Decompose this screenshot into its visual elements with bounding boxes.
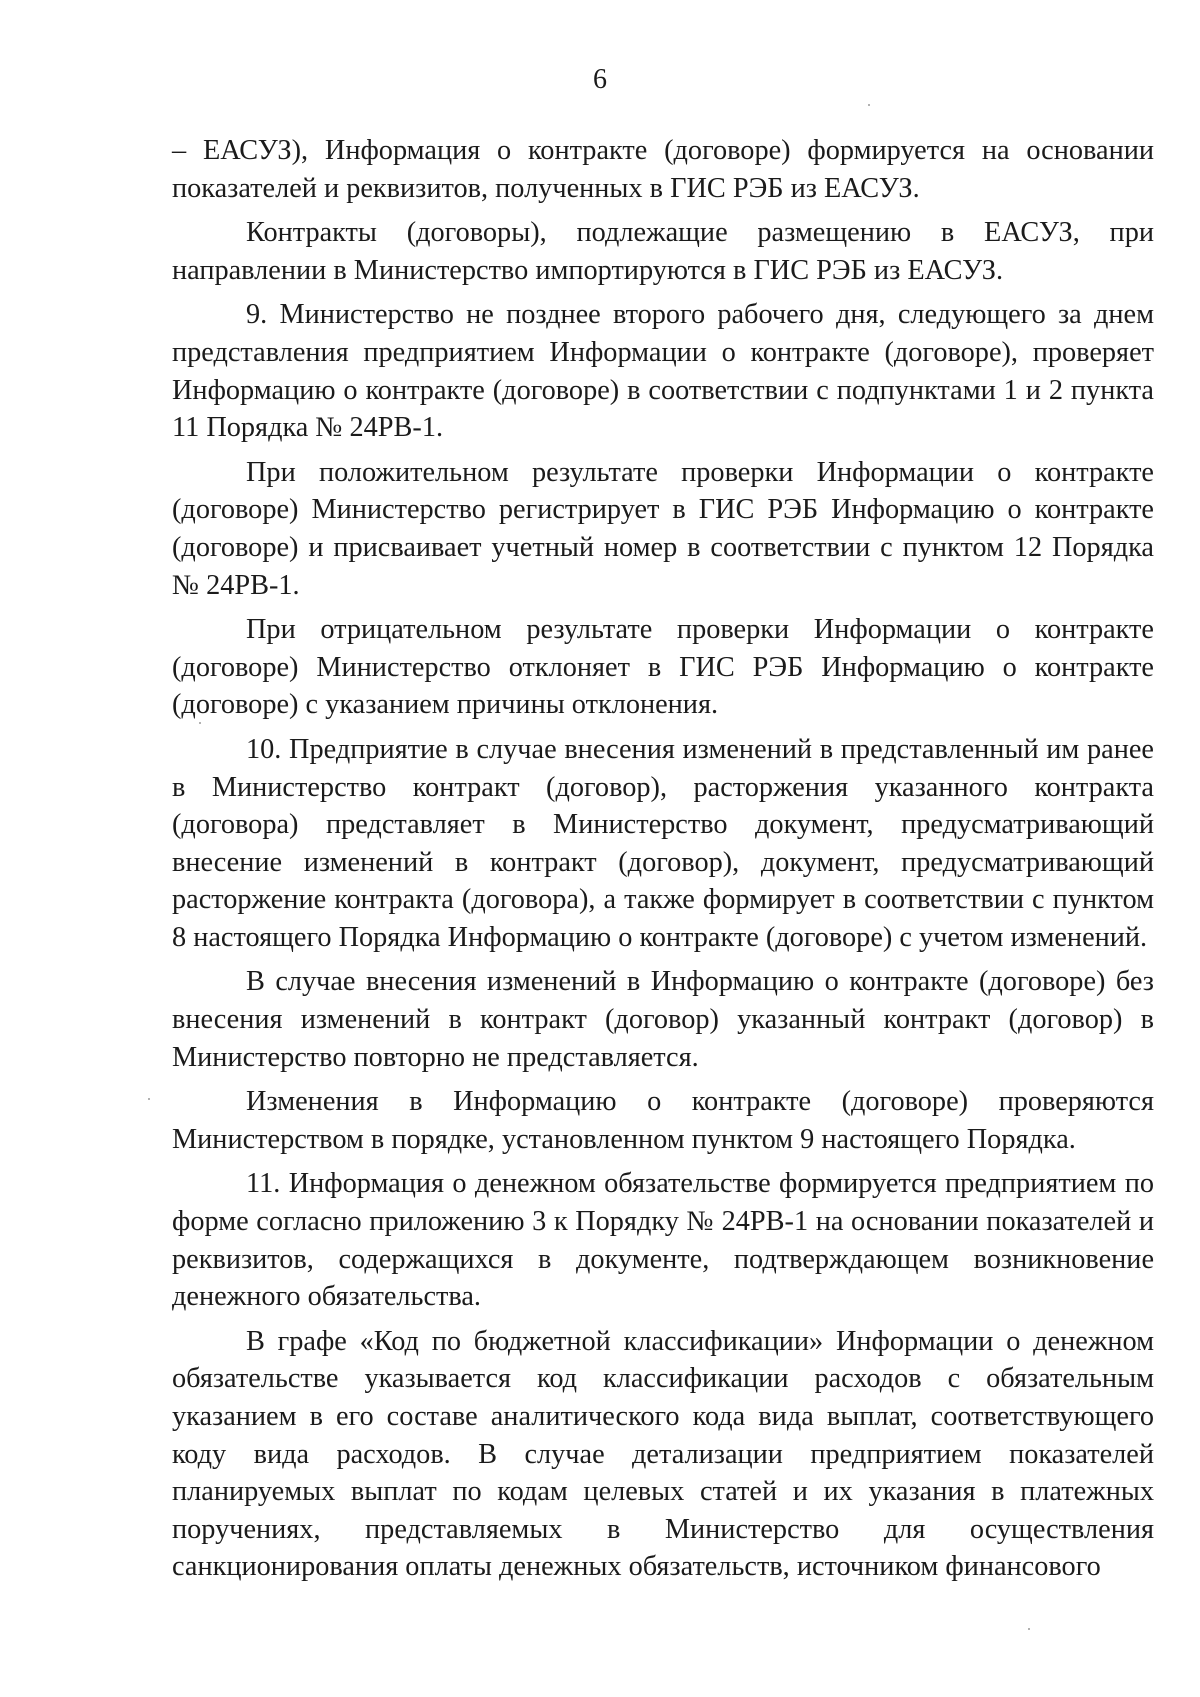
paragraph: – ЕАСУЗ), Информация о контракте (договоре) формируется на основании показателей и реквизитов, полученных в ГИС РЭБ из ЕАСУЗ. bbox=[172, 135, 1154, 204]
paragraph: В случае внесения изменений в Информацию о контракте (договоре) без внесения изменений в контракт (договор) указанный контракт (договор) в Министерство повторно не представляется. bbox=[172, 966, 1154, 1073]
paragraph: При положительном результате проверки Информации о контракте (договоре) Министерство регистрирует в ГИС РЭБ Информацию о контракте (договоре) и присваивает учетный номер в соответствии с пунктом 12 Порядка № 24РВ-1. bbox=[172, 456, 1154, 601]
paragraph: Контракты (договоры), подлежащие размещению в ЕАСУЗ, при направлении в Министерство импортируются в ГИС РЭБ из ЕАСУЗ. bbox=[172, 217, 1154, 286]
paragraph: Изменения в Информацию о контракте (договоре) проверяются Министерством в порядке, установленном пунктом 9 настоящего Порядка. bbox=[172, 1086, 1154, 1155]
paragraph: При отрицательном результате проверки Информации о контракте (договоре) Министерство отклоняет в ГИС РЭБ Информацию о контракте (договоре) с указанием причины отклонения. bbox=[172, 614, 1154, 721]
scan-speck bbox=[148, 1098, 150, 1100]
paragraph: 10. Предприятие в случае внесения изменений в представленный им ранее в Министерство контракт (договор), расторжения указанного контракта (договора) представляет в Министерство документ, предусматривающий внесение изменений в контракт (договор), документ, предусматривающий расторжение контракта (договора), а также формирует в соответствии с пунктом 8 настоящего Порядка Информацию о контракте (договоре) с учетом изменений. bbox=[172, 733, 1154, 953]
paragraph: В графе «Код по бюджетной классификации» Информации о денежном обязательстве указывается код классификации расходов с обязательным указанием в его составе аналитического кода вида выплат, соответствующего коду вида расходов. В случае детализации предприятием показателей планируемых выплат по кодам целевых статей и их указания в платежных поручениях, представляемых в Министерство для осуществления санкционирования оплаты денежных обязательств, источником финансового bbox=[172, 1325, 1154, 1583]
scan-speck bbox=[868, 104, 870, 106]
document-body bbox=[172, 132, 1154, 1593]
paragraph: 9. Министерство не позднее второго рабочего дня, следующего за днем представления предприятием Информации о контракте (договоре), проверяет Информацию о контракте (договоре) в соответствии с подпунктами 1 и 2 пункта 11 Порядка № 24РВ-1. bbox=[172, 299, 1154, 444]
scan-speck bbox=[199, 722, 201, 724]
scan-speck bbox=[1028, 1628, 1030, 1630]
paragraph: 11. Информация о денежном обязательстве формируется предприятием по форме согласно приложению 3 к Порядку № 24РВ-1 на основании показателей и реквизитов, содержащихся в документе, подтверждающем возникновение денежного обязательства. bbox=[172, 1168, 1154, 1313]
page-number: 6 bbox=[593, 64, 607, 95]
